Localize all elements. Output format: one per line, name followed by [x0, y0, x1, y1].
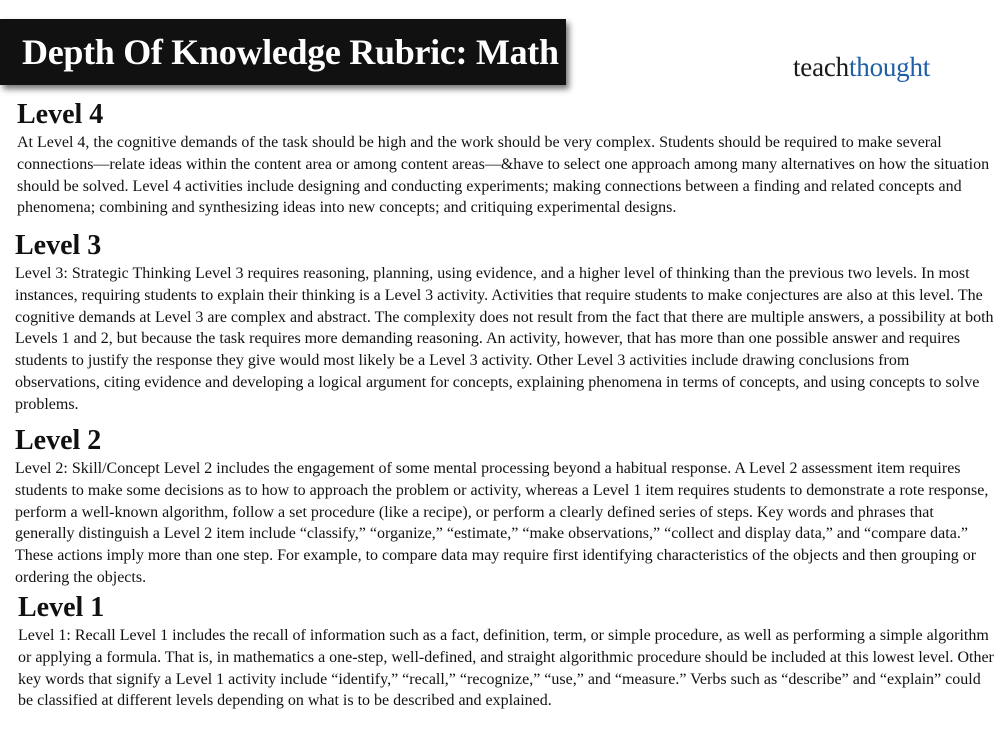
brand-logo-part-thought: thought — [848, 52, 931, 82]
brand-logo-part-teach: teach — [793, 52, 849, 82]
level-2-heading: Level 2 — [15, 425, 102, 456]
level-3-heading: Level 3 — [15, 230, 102, 261]
level-1-description: Level 1: Recall Level 1 includes the recall of information such as a fact, definition, term, or simple procedure, as well as performing a simple algorithm or applying a formula. That is, in mathematics a one-step, well-defined, and straight algorithmic procedure should be included at this lowest level. Other key words that signify a Level 1 activity include “identify,” “recall,” “recognize,” “use,” and “measure.” Verbs such as “describe” and “explain” could be classified at different levels depending on what is to be described and explained. — [18, 627, 994, 710]
level-2-section — [15, 426, 997, 589]
level-3-description: Level 3: Strategic Thinking Level 3 requires reasoning, planning, using evidence, and a higher level of thinking than the previous two levels. In most instances, requiring students to explain their thinking is a Level 3 activity. Activities that require students to make conjectures are also at this level. The cognitive demands at Level 3 are complex and abstract. The complexity does not result from the fact that there are multiple answers, a possibility at both Levels 1 and 2, but because the task requires more demanding reasoning. An activity, however, that has more than one possible answer and requires students to justify the response they give would most likely be a Level 3 activity. Other Level 3 activities include drawing conclusions from observations, citing evidence and developing a logical argument for concepts, explaining phenomena in terms of concepts, and using concepts to solve problems. — [15, 265, 994, 413]
level-1-section — [18, 593, 998, 712]
level-4-description: At Level 4, the cognitive demands of the task should be high and the work should be very complex. Students should be required to make several connections—relate ideas within the content area or among content areas—&have to select one approach among many alternatives on how the situation should be solved. Level 4 activities include designing and conducting experiments; making connections between a finding and related concepts and phenomena; combining and synthesizing ideas into new concepts; and critiquing experimental designs. — [17, 134, 990, 217]
page-title: Depth Of Knowledge Rubric: Math — [22, 32, 559, 72]
level-4-heading: Level 4 — [17, 99, 104, 130]
level-4-section — [17, 100, 995, 219]
level-3-section — [15, 231, 997, 416]
brand-logo — [793, 52, 930, 83]
title-banner — [0, 19, 566, 85]
level-1-heading: Level 1 — [18, 592, 105, 623]
level-2-description: Level 2: Skill/Concept Level 2 includes the engagement of some mental processing beyond a habitual response. A Level 2 assessment item requires students to make some decisions as to how to approach the problem or activity, whereas a Level 1 item requires students to demonstrate a rote response, perform a well-known algorithm, follow a set procedure (like a recipe), or perform a clearly defined series of steps. Key words and phrases that generally distinguish a Level 2 item include “classify,” “organize,” “estimate,” “make observations,” “collect and display data,” and “compare data.” These actions imply more than one step. For example, to compare data may require first identifying characteristics of the objects and then grouping or ordering the objects. — [15, 460, 989, 586]
